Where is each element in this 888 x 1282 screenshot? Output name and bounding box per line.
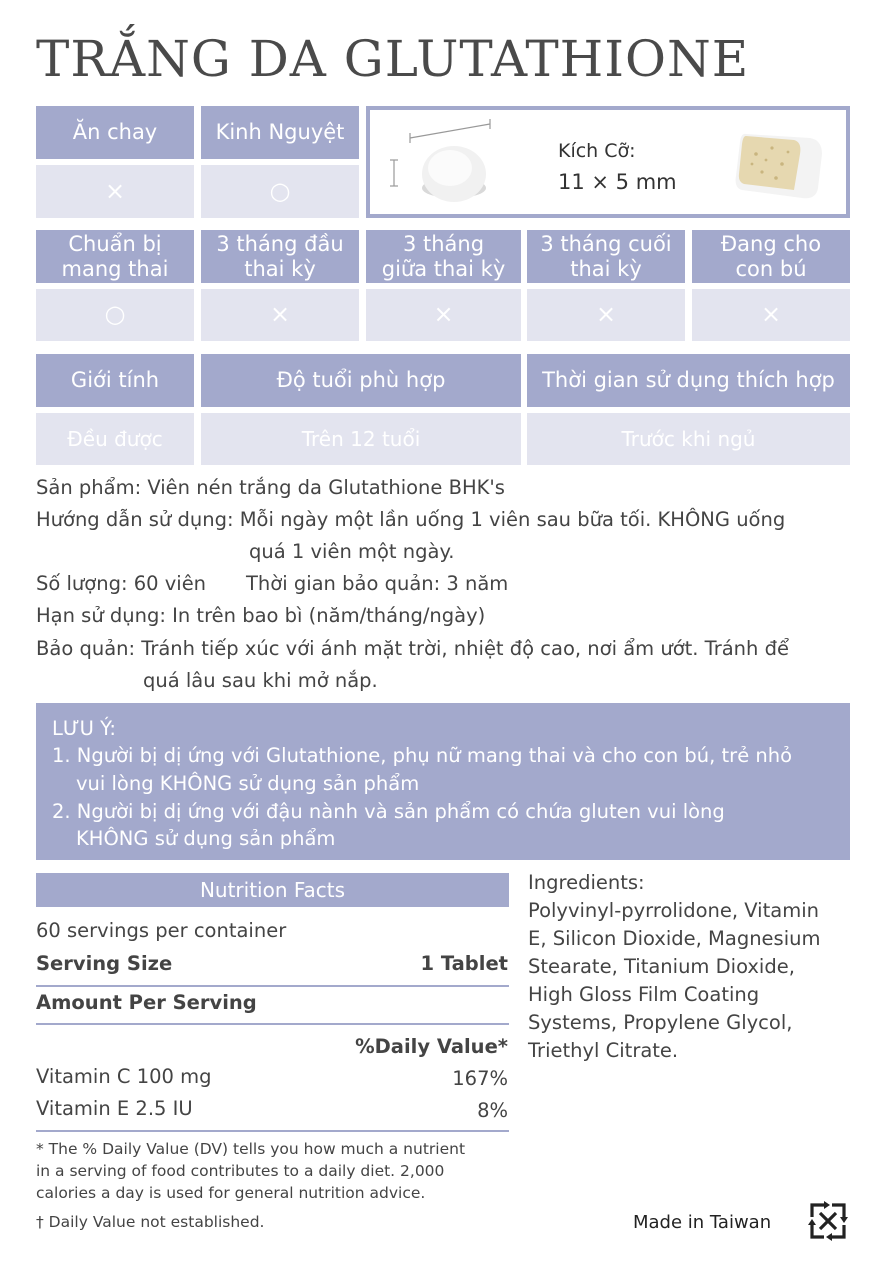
divider bbox=[36, 1023, 509, 1025]
note-line-1a: 1. Người bị dị ứng với Glutathione, phụ nữ mang thai và cho con bú, trẻ nhỏ bbox=[52, 744, 793, 767]
page-title: TRẮNG DA GLUTATHIONE bbox=[36, 30, 750, 88]
first-trimester-header: 3 tháng đầu thai kỳ bbox=[201, 230, 359, 283]
ingredients-line: Stearate, Titanium Dioxide, bbox=[528, 955, 795, 978]
ingredients-line: E, Silicon Dioxide, Magnesium bbox=[528, 927, 821, 950]
product-name: Sản phẩm: Viên nén trắng da Glutathione BHK's bbox=[36, 476, 505, 499]
daily-value-label: %Daily Value* bbox=[355, 1035, 508, 1058]
pregnancy-prep-mark: ○ bbox=[36, 289, 194, 341]
first-trimester-mark: × bbox=[201, 289, 359, 341]
breastfeeding-mark: × bbox=[692, 289, 850, 341]
note-heading: LƯU Ý: bbox=[52, 717, 116, 740]
timing-value: Trước khi ngủ bbox=[527, 413, 850, 465]
divider bbox=[36, 1130, 509, 1132]
gender-value: Đều được bbox=[36, 413, 194, 465]
note-line-2b: KHÔNG sử dụng sản phẩm bbox=[76, 827, 336, 850]
size-label: Kích Cỡ: bbox=[558, 140, 636, 162]
vegan-header: Ăn chay bbox=[36, 106, 194, 159]
footnote-line-4: † Daily Value not established. bbox=[36, 1213, 265, 1231]
tablet-top-icon bbox=[384, 116, 504, 206]
timing-header: Thời gian sử dụng thích hợp bbox=[527, 354, 850, 407]
third-trimester-header: 3 tháng cuối thai kỳ bbox=[527, 230, 685, 283]
second-trimester-header: 3 tháng giữa thai kỳ bbox=[366, 230, 521, 283]
breastfeeding-header: Đang cho con bú bbox=[692, 230, 850, 283]
ingredients-line: Ingredients: bbox=[528, 871, 645, 894]
ingredients-line: Polyvinyl-pyrrolidone, Vitamin bbox=[528, 899, 819, 922]
tablet-size-panel bbox=[366, 106, 850, 218]
age-header: Độ tuổi phù hợp bbox=[201, 354, 521, 407]
servings-per-container: 60 servings per container bbox=[36, 919, 287, 942]
serving-size-value: 1 Tablet bbox=[420, 952, 508, 975]
gender-header: Giới tính bbox=[36, 354, 194, 407]
vitamin-c-dv: 167% bbox=[452, 1067, 508, 1090]
footnote-line-1: * The % Daily Value (DV) tells you how much a nutrient bbox=[36, 1140, 466, 1158]
ingredients-line: High Gloss Film Coating bbox=[528, 983, 760, 1006]
directions-line-1: Hướng dẫn sử dụng: Mỗi ngày một lần uống 1 viên sau bữa tối. KHÔNG uống bbox=[36, 508, 786, 531]
menstruation-mark: ○ bbox=[201, 165, 359, 218]
tablet-side-icon bbox=[732, 124, 832, 204]
note-line-1b: vui lòng KHÔNG sử dụng sản phẩm bbox=[76, 772, 420, 795]
menstruation-header: Kinh Nguyệt bbox=[201, 106, 359, 159]
vitamin-e-name: Vitamin E 2.5 IU bbox=[36, 1097, 193, 1120]
expiry: Hạn sử dụng: In trên bao bì (năm/tháng/ngày) bbox=[36, 604, 486, 627]
third-trimester-mark: × bbox=[527, 289, 685, 341]
age-value: Trên 12 tuổi bbox=[201, 413, 521, 465]
ingredients-line: Systems, Propylene Glycol, bbox=[528, 1011, 793, 1034]
ingredients-line: Triethyl Citrate. bbox=[528, 1039, 679, 1062]
nutrition-heading: Nutrition Facts bbox=[36, 873, 509, 907]
amount-per-serving: Amount Per Serving bbox=[36, 991, 257, 1014]
second-trimester-mark: × bbox=[366, 289, 521, 341]
footnote-line-2: in a serving of food contributes to a daily diet. 2,000 bbox=[36, 1162, 445, 1180]
shelf-life: Thời gian bảo quản: 3 năm bbox=[246, 572, 509, 595]
divider bbox=[36, 985, 509, 987]
quantity: Số lượng: 60 viên bbox=[36, 572, 207, 595]
warning-note bbox=[36, 703, 850, 860]
directions-line-2: quá 1 viên một ngày. bbox=[249, 540, 455, 563]
vegan-mark: × bbox=[36, 165, 194, 218]
recycle-icon bbox=[808, 1201, 848, 1241]
made-in-taiwan: Made in Taiwan bbox=[633, 1212, 772, 1233]
size-value: 11 × 5 mm bbox=[558, 170, 677, 194]
vitamin-c-name: Vitamin C 100 mg bbox=[36, 1065, 212, 1088]
serving-size-label: Serving Size bbox=[36, 952, 173, 975]
pregnancy-prep-header: Chuẩn bị mang thai bbox=[36, 230, 194, 283]
vitamin-e-dv: 8% bbox=[477, 1099, 508, 1122]
footnote-line-3: calories a day is used for general nutrition advice. bbox=[36, 1184, 426, 1202]
storage-line-1: Bảo quản: Tránh tiếp xúc với ánh mặt trời, nhiệt độ cao, nơi ẩm ướt. Tránh để bbox=[36, 637, 789, 660]
note-line-2a: 2. Người bị dị ứng với đậu nành và sản phẩm có chứa gluten vui lòng bbox=[52, 800, 725, 823]
storage-line-2: quá lâu sau khi mở nắp. bbox=[143, 669, 378, 692]
